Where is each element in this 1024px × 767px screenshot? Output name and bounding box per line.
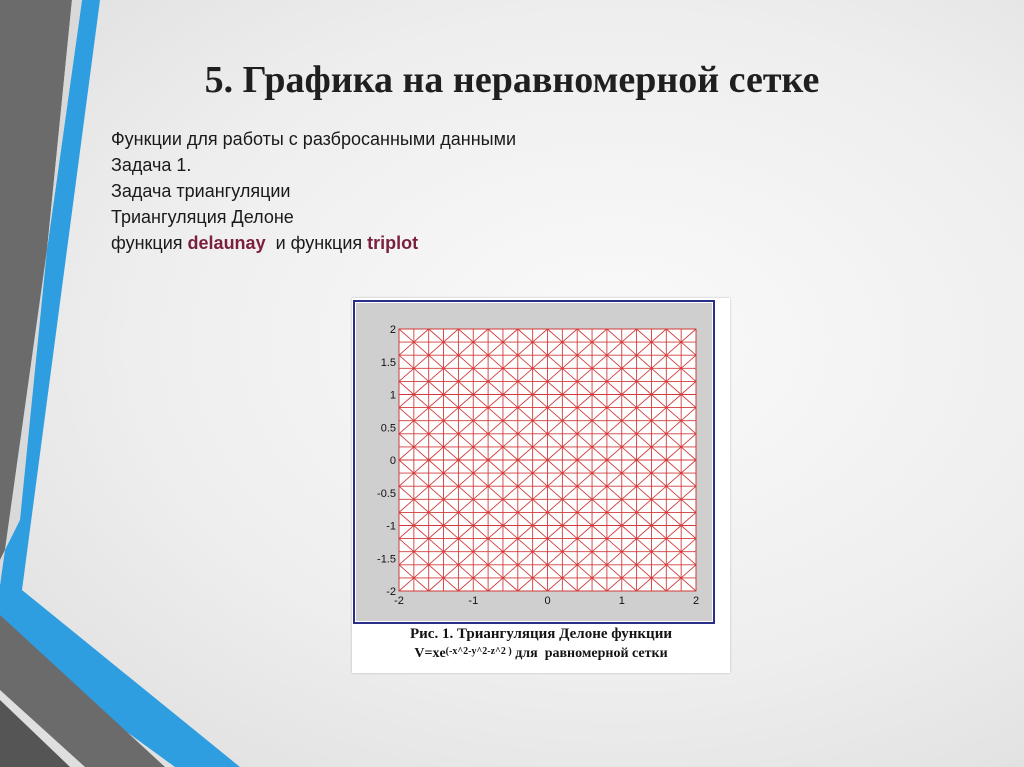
body-text <box>111 126 516 256</box>
slide-title: 5. Графика на неравномерной сетке <box>204 59 820 101</box>
figure-caption <box>352 626 730 662</box>
triangulation-plot <box>352 298 730 626</box>
y-tick-label: 1.5 <box>380 356 396 369</box>
y-tick-label: -0.5 <box>377 487 396 500</box>
x-tick-label: 1 <box>618 595 625 607</box>
x-tick-label: -2 <box>394 595 404 607</box>
y-tick-label: -2 <box>386 586 396 598</box>
keyword-triplot: triplot <box>367 233 419 253</box>
y-tick-label: 2 <box>389 324 396 336</box>
keyword-delaunay: delaunay <box>187 233 266 253</box>
x-tick-label: 2 <box>692 595 700 607</box>
y-tick-label: 0.5 <box>380 422 396 435</box>
x-tick-label: 0 <box>544 595 551 607</box>
caption-formula: V=xe <box>414 646 446 661</box>
x-tick-label: -1 <box>468 595 479 607</box>
y-tick-label: -1.5 <box>377 553 396 566</box>
figure-card <box>352 298 730 673</box>
mesh-layer <box>399 329 696 591</box>
y-tick-label: 0 <box>389 455 396 467</box>
body-line: Функции для работы с разбросанными данными <box>111 129 517 149</box>
caption-tail: для равномерной сетки <box>511 646 668 661</box>
body-line: Триангуляция Делоне <box>111 207 294 227</box>
function-middle: и функция <box>265 233 368 253</box>
body-line: Задача триангуляции <box>111 181 291 201</box>
caption-line1: Рис. 1. Триангуляция Делоне функции <box>410 626 672 642</box>
caption-line2 <box>352 646 730 662</box>
function-line <box>111 230 516 256</box>
y-tick-label: -1 <box>386 520 396 533</box>
y-tick-label: 1 <box>389 389 396 402</box>
body-line: Задача 1. <box>111 155 192 175</box>
caption-exponent: (-x^2-y^2-z^2 ) <box>445 646 512 657</box>
function-prefix: функция <box>111 233 188 253</box>
